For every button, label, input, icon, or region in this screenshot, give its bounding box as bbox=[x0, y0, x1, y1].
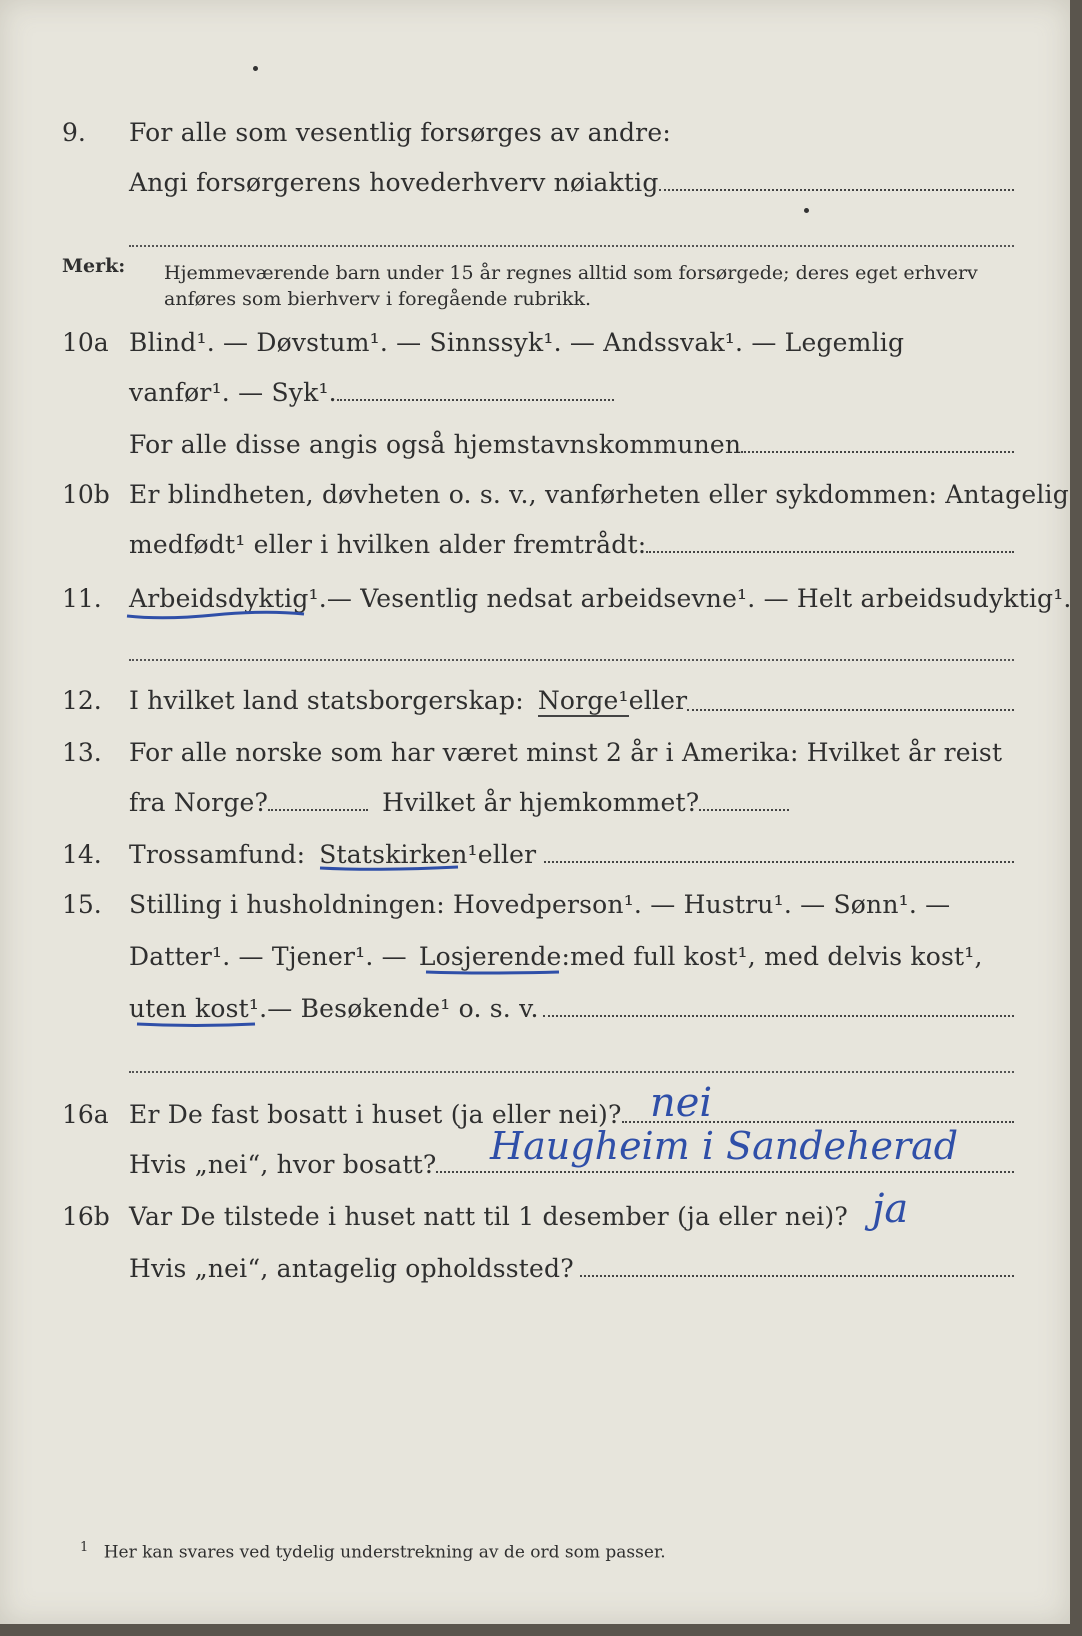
q10b-number: 10b bbox=[62, 480, 110, 509]
q16b-line1 bbox=[129, 1202, 848, 1231]
q10a-line2 bbox=[129, 378, 614, 407]
q16a-text2: Hvis „nei“, hvor bosatt? bbox=[129, 1150, 437, 1179]
q13-number: 13. bbox=[62, 738, 102, 767]
q14-option-statskirken[interactable]: Statskirken¹ bbox=[319, 840, 478, 869]
q13-hjemkommet-field[interactable] bbox=[699, 809, 789, 811]
q11-rule bbox=[129, 659, 1014, 661]
q11-text-rest: — Vesentlig nedsat arbeidsevne¹. — Helt arbeidsudyktig¹. bbox=[326, 584, 1072, 613]
q12-answer-field[interactable] bbox=[687, 709, 1014, 711]
q12-number: 12. bbox=[62, 686, 102, 715]
q16a-handwritten-answer1: nei bbox=[650, 1080, 713, 1126]
q11-option-arbeidsdyktig[interactable]: Arbeidsdyktig¹. bbox=[129, 584, 327, 613]
q10a-text2: vanfør¹. — Syk¹. bbox=[129, 378, 337, 407]
q16a-text1: Er De fast bosatt i huset (ja eller nei)? bbox=[129, 1100, 622, 1129]
q10b-line2 bbox=[129, 530, 1014, 559]
q15-text1: Stilling i husholdningen: Hovedperson¹. — Hustru¹. — Sønn¹. — bbox=[129, 890, 951, 919]
q13-line1 bbox=[129, 738, 1002, 767]
q15-text2a: Datter¹. — Tjener¹. — bbox=[129, 942, 407, 971]
footnote-text: Her kan svares ved tydelig understrekning av de ord som passer. bbox=[103, 1542, 666, 1563]
q16a-bosatt-field[interactable] bbox=[436, 1171, 1014, 1173]
speck bbox=[804, 208, 809, 213]
q11-number: 11. bbox=[62, 584, 102, 613]
q16b-handwritten-answer1: ja bbox=[872, 1186, 909, 1232]
q10b-line1 bbox=[129, 480, 1069, 509]
q9-text1: For alle som vesentlig forsørges av andre: bbox=[129, 118, 671, 147]
q13-text2a: fra Norge? bbox=[129, 788, 269, 817]
q10a-line3 bbox=[129, 430, 1014, 459]
q12-text: I hvilket land statsborgerskap: bbox=[129, 686, 524, 715]
q10a-text3: For alle disse angis også hjemstavnskommunen bbox=[129, 430, 742, 459]
q15-text3b: — Besøkende¹ o. s. v. bbox=[267, 994, 539, 1023]
q9-text2: Angi forsørgerens hovederhverv nøiaktig bbox=[129, 168, 659, 197]
q9-number: 9. bbox=[62, 118, 86, 147]
q11-underline-mark bbox=[124, 606, 309, 622]
q13-reist-field[interactable] bbox=[268, 809, 368, 811]
q16b-opholdssted-field[interactable] bbox=[580, 1275, 1014, 1277]
q16b-text1: Var De tilstede i huset natt til 1 desember (ja eller nei)? bbox=[129, 1202, 848, 1231]
q14-line bbox=[129, 840, 1014, 869]
q13-text1: For alle norske som har været minst 2 år i Amerika: Hvilket år reist bbox=[129, 738, 1003, 767]
merk-line2: anføres som bierhverv i foregående rubrikk. bbox=[164, 288, 592, 310]
q15-option-losjerende[interactable]: Losjerende: bbox=[418, 942, 571, 971]
q12-line bbox=[129, 686, 1014, 717]
q9-line2 bbox=[129, 168, 1014, 197]
q16b-text2: Hvis „nei“, antagelig opholdssted? bbox=[129, 1254, 574, 1283]
q14-answer-field[interactable] bbox=[544, 861, 1014, 863]
q15-line1 bbox=[129, 890, 950, 919]
q15-line3 bbox=[129, 994, 1014, 1023]
q13-text2b: Hvilket år hjemkommet? bbox=[382, 788, 700, 817]
speck bbox=[253, 66, 258, 71]
q12-option-norge[interactable]: Norge¹ bbox=[537, 686, 629, 715]
q16a-number: 16a bbox=[62, 1100, 109, 1129]
footnote bbox=[80, 1540, 666, 1563]
q10a-number: 10a bbox=[62, 328, 109, 357]
q10b-text1: Er blindheten, døvheten o. s. v., vanførheten eller sykdommen: Antagelig bbox=[129, 480, 1069, 509]
q14-number: 14. bbox=[62, 840, 102, 869]
q10b-answer-field[interactable] bbox=[646, 551, 1014, 553]
q15-losjerende-underline bbox=[424, 966, 564, 978]
q16b-number: 16b bbox=[62, 1202, 110, 1231]
q10a-hjemstavn-field[interactable] bbox=[741, 451, 1014, 453]
q14-underline-mark bbox=[318, 862, 463, 874]
q15-text2b: med full kost¹, med delvis kost¹, bbox=[570, 942, 983, 971]
q13-line2 bbox=[129, 788, 789, 817]
q16a-handwritten-answer2: Haugheim i Sandeherad bbox=[490, 1124, 959, 1168]
q12-text-tail: eller bbox=[628, 686, 688, 715]
q15-rule bbox=[129, 1071, 1014, 1073]
merk-line1: Hjemmeværende barn under 15 år regnes alltid som forsørgede; deres eget erhverv bbox=[164, 262, 978, 284]
q15-number: 15. bbox=[62, 890, 102, 919]
q14-text-tail: eller bbox=[477, 840, 537, 869]
q10b-text2: medfødt¹ eller i hvilken alder fremtrådt: bbox=[129, 530, 647, 559]
q9-rule bbox=[129, 245, 1014, 247]
q9-line1 bbox=[129, 118, 671, 147]
q14-text: Trossamfund: bbox=[129, 840, 306, 869]
q16b-line2 bbox=[129, 1254, 1014, 1283]
q10a-text1: Blind¹. — Døvstum¹. — Sinnssyk¹. — Andssvak¹. — Legemlig bbox=[129, 328, 905, 357]
merk-label: Merk: bbox=[62, 255, 126, 277]
q9-answer-field[interactable] bbox=[659, 189, 1014, 191]
footnote-mark: 1 bbox=[80, 1540, 89, 1555]
q10a-answer-field[interactable] bbox=[337, 399, 614, 401]
q15-uten-kost-underline bbox=[135, 1018, 260, 1030]
q10a-line1 bbox=[129, 328, 904, 357]
q15-option-uten-kost[interactable]: uten kost¹. bbox=[129, 994, 268, 1023]
q15-answer-field[interactable] bbox=[543, 1015, 1014, 1017]
